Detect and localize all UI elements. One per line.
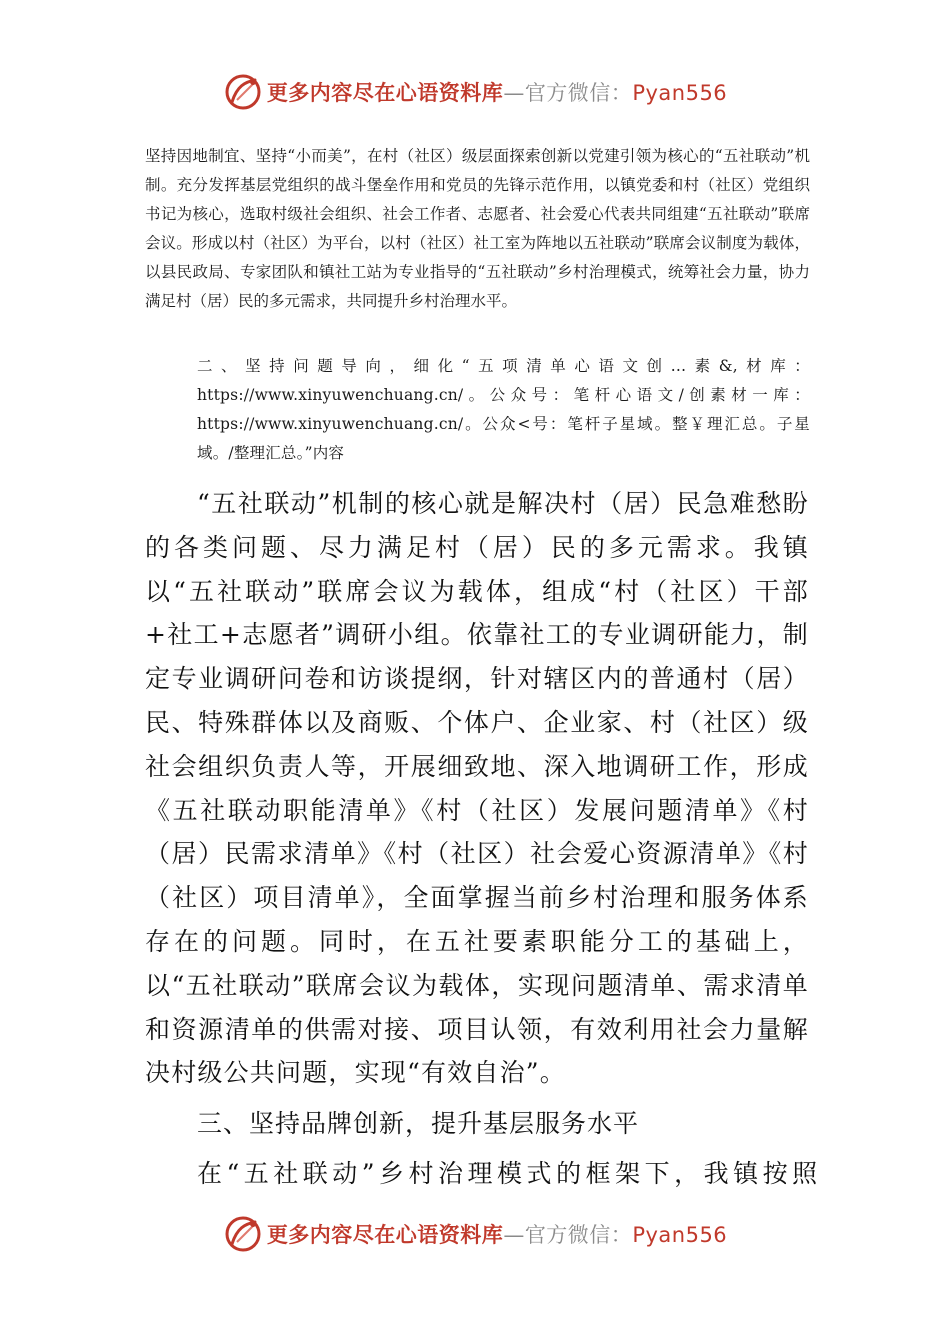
paragraph-continued: 在“五社联动”乡村治理模式的框架下，我镇按照 (197, 1159, 822, 1188)
paragraph-intro (145, 142, 810, 316)
banner-main-text: 更多内容尽在心语资料库 (266, 1223, 504, 1247)
paragraph-main (145, 482, 809, 1095)
banner-text (267, 77, 727, 107)
header-banner (0, 70, 950, 114)
logo-icon (223, 72, 263, 112)
paragraph-text: “五社联动”机制的核心就是解决村（居）民急难愁盼的各类问题、尽力满足村（居）民的多元需求。我镇以“五社联动”联席会议为载体，组成“村（社区）干部+社工+志愿者”调研小组。依靠社工的专业调研能力，制定专业调研问卷和访谈提纲，针对辖区内的普通村（居）民、特殊群体以及商贩、个体户、企业家、村（社区）级社会组织负责人等，开展细致地、深入地调研工作，形成《五社联动职能清单》《村（社区）发展问题清单》《村（居）民需求清单》《村（社区）社会爱心资源清单》《村（社区）项目清单》，全面掌握当前乡村治理和服务体系存在的问题。同时，在五社要素职能分工的基础上，以“五社联动”联席会议为载体，实现问题清单、需求清单和资源清单的供需对接、项目认领，有效利用社会力量解决村级公共问题，实现“有效自治”。 (145, 489, 809, 1088)
banner-dash: — (503, 81, 525, 105)
banner-text (267, 1219, 727, 1249)
banner-wechat-label: 官方微信： (524, 1223, 633, 1247)
banner-wechat-id: Pyan556 (632, 1223, 728, 1247)
banner-wechat-id: Pyan556 (632, 81, 728, 105)
paragraph-text: 坚持因地制宜、坚持“小而美”，在村（社区）级层面探索创新以党建引领为核心的“五社联动”机制。充分发挥基层党组织的战斗堡垒作用和党员的先锋示范作用，以镇党委和村（社区）党组织书记为核心，选取村级社会组织、社会工作者、志愿者、社会爱心代表共同组建“五社联动”联席会议。形成以村（社区）为平台，以村（社区）社工室为阵地以五社联动”联席会议制度为载体，以县民政局、专家团队和镇社工站为专业指导的“五社联动”乡村治理模式，统筹社会力量，协力满足村（居）民的多元需求，共同提升乡村治理水平。 (145, 147, 810, 310)
banner-wechat-label: 官方微信： (524, 81, 633, 105)
paragraph-section-two (145, 352, 810, 468)
banner-dash: — (503, 1223, 525, 1247)
footer-banner (0, 1212, 950, 1256)
paragraph-text: 二、坚持问题导向，细化“五项清单心语文创…素&,材库：https://www.xinyuwenchuang.cn/。公众号：笔杆心语文/创素材一库：https://www.xinyuwenchuang.cn/。公众<号：笔杆子星域。整￥理汇总。子星域。/整理汇总。”内容 (197, 357, 810, 462)
banner-main-text: 更多内容尽在心语资料库 (266, 81, 504, 105)
section-heading-three: 三、坚持品牌创新，提升基层服务水平 (197, 1109, 640, 1138)
logo-icon (223, 1214, 263, 1254)
